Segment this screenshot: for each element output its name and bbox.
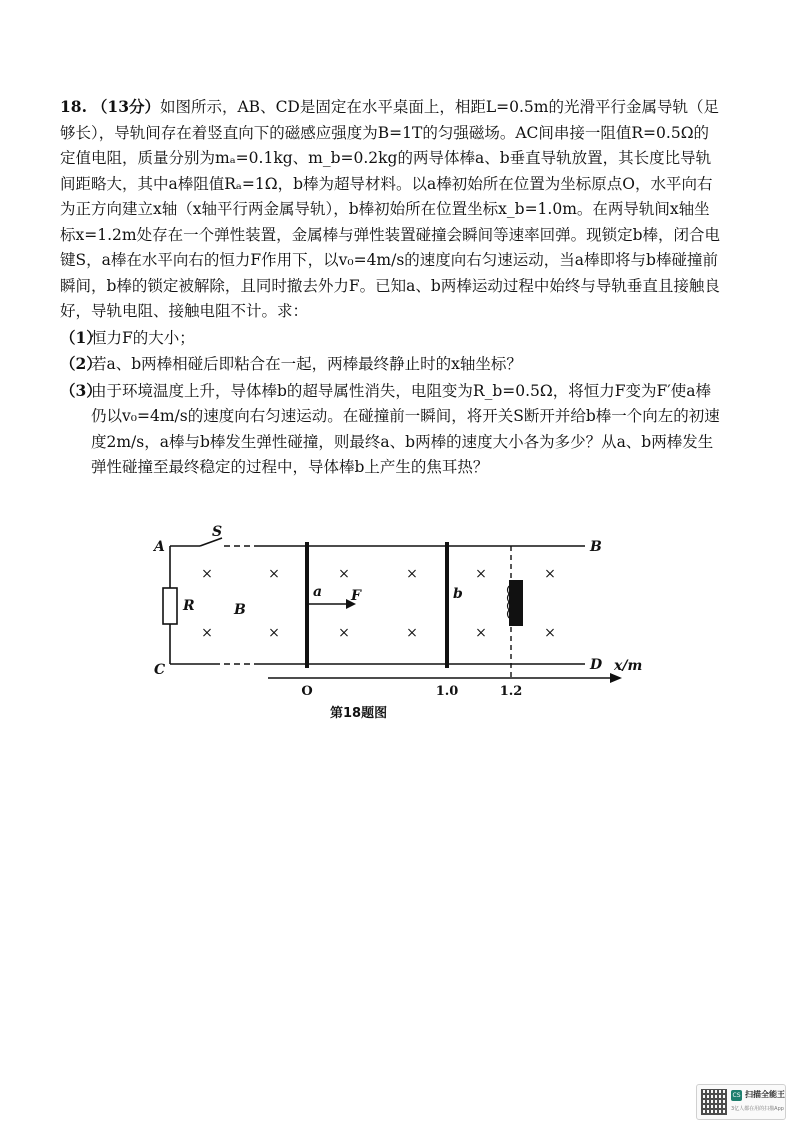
problem-block (60, 94, 720, 481)
tick-1-0: 1.0 (435, 684, 459, 699)
label-force: F (351, 588, 361, 604)
field-mark: × (544, 566, 556, 582)
problem-score: （13分） (91, 97, 160, 116)
field-mark: × (268, 566, 280, 582)
label-b-terminal: B (590, 539, 602, 555)
field-mark: × (406, 625, 418, 641)
field-marks (201, 566, 556, 641)
problem-number: 18. (60, 97, 87, 116)
app-logo-icon: CS (732, 1092, 741, 1099)
label-switch: S (212, 524, 223, 540)
field-mark: × (201, 566, 213, 582)
problem-stem-paragraph (60, 94, 720, 325)
field-mark: × (544, 625, 556, 641)
label-x-axis: x/m (614, 658, 643, 674)
circuit-diagram (150, 524, 643, 700)
subquestion-text: 恒力F的大小； (91, 328, 195, 347)
field-mark: × (268, 625, 280, 641)
subquestion-text: 由于环境温度上升，导体棒b的超导属性消失，电阻变为R_b=0.5Ω，将恒力F变为F′使a棒仍以v₀=4m/s的速度向右匀速运动。在碰撞前一瞬间，将开关S断开并给b棒一个向左的初速度2m/s，a棒与b棒发生弹性碰撞，则最终a、b两棒的速度大小各为多少？从a、b两棒发生弹性碰撞至最终稳定的过程中，导体棒b上产生的焦耳热？ (91, 381, 720, 476)
label-a-terminal: A (154, 539, 165, 555)
field-mark: × (475, 625, 487, 641)
field-mark: × (406, 566, 418, 582)
qr-code-icon (701, 1089, 727, 1115)
figure-caption: 第18题图 (330, 706, 388, 721)
app-name: 扫描全能王 (745, 1090, 785, 1099)
elastic-device (509, 580, 523, 626)
subquestion-3 (60, 378, 720, 481)
spring-icon (508, 586, 510, 618)
label-d-terminal: D (590, 657, 603, 673)
tick-origin: O (301, 684, 313, 699)
label-rod-b: b (453, 586, 463, 602)
label-c-terminal: C (154, 662, 166, 678)
subquestion-label: （1） (60, 327, 102, 347)
subquestion-label: （2） (60, 354, 102, 373)
app-tagline: 3亿人都在用的扫描App (731, 1106, 784, 1112)
label-field: B (234, 602, 246, 618)
subquestion-label: （3） (60, 380, 102, 400)
label-rod-a: a (313, 584, 323, 600)
circuit-figure (150, 524, 643, 730)
problem-stem: 如图所示，AB、CD是固定在水平桌面上，相距L=0.5m的光滑平行金属导轨（足够长），导轨间存在着竖直向下的磁感应强度为B=1T的匀强磁场。AC间串接一阻值R=0.5Ω的定值电阻，质量分别为mₐ=0.1kg、m_b=0.2kg的两导体棒a、b垂直导轨放置，其长度比导轨间距略大，其中a棒阻值Rₐ=1Ω，b棒为超导材料。以a棒初始所在位置为坐标原点O，水平向右为正方向建立x轴（x轴平行两金属导轨），b棒初始所在位置坐标x_b=1.0m。在两导轨间x轴坐标x=1.2m处存在一个弹性装置，金属棒与弹性装置碰撞会瞬间等速率回弹。现锁定b棒，闭合电键S，a棒在水平向右的恒力F作用下，以v₀=4m/s的速度向右匀速运动，当a棒即将与b棒碰撞前瞬间，b棒的锁定被解除，且同时撤去外力F。已知a、b两棒运动过程中始终与导轨垂直且接触良好，导轨电阻、接触电阻不计。求： (60, 98, 721, 320)
subquestion-text: 若a、b两棒相碰后即粘合在一起，两棒最终静止时的x轴坐标？ (91, 355, 522, 373)
field-mark: × (338, 625, 350, 641)
x-axis-arrow-icon (610, 673, 622, 683)
subquestion-2 (60, 351, 720, 378)
field-mark: × (475, 566, 487, 582)
field-mark: × (201, 625, 213, 641)
tick-1-2: 1.2 (499, 684, 523, 699)
subquestion-1 (60, 325, 720, 352)
label-resistor: R (183, 598, 195, 614)
field-mark: × (338, 566, 350, 582)
resistor-r (163, 588, 177, 624)
scanner-watermark (696, 1084, 786, 1120)
